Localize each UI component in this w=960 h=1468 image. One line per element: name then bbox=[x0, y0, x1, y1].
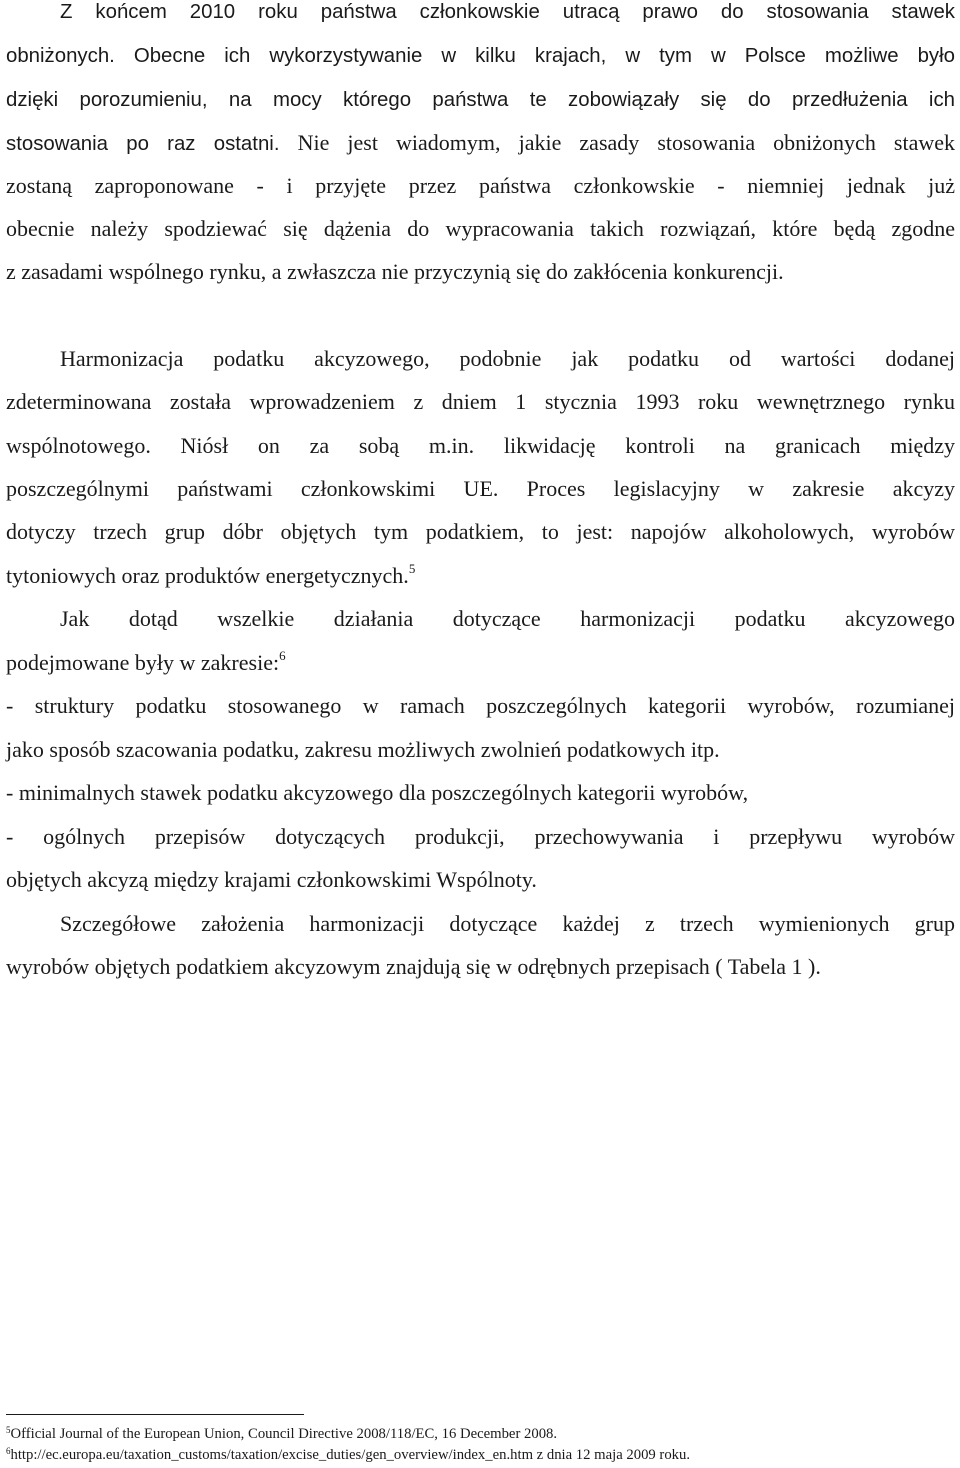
footnote-6 bbox=[6, 1446, 955, 1464]
paragraph-3-line-2-text: podejmowane były w zakresie: bbox=[6, 650, 280, 675]
list-item-3-line-2: objętych akcyzą między krajami członkowskimi Wspólnoty. bbox=[6, 867, 537, 892]
paragraph-3-line-2 bbox=[6, 648, 955, 678]
paragraph-3-line-1: Jak dotąd wszelkie działania dotyczące harmonizacji podatku akcyzowego bbox=[60, 606, 955, 631]
footnote-5-number: 5 bbox=[6, 1425, 11, 1435]
list-item-2: - minimalnych stawek podatku akcyzowego dla poszczególnych kategorii wyrobów, bbox=[6, 780, 749, 805]
paragraph-1-line-4 bbox=[6, 128, 955, 158]
paragraph-1-line-1: Z końcem 2010 roku państwa członkowskie utracą prawo do stosowania stawek bbox=[60, 1, 955, 23]
paragraph-2-line-4: poszczególnymi państwami członkowskimi UE. Proces legislacyjny w zakresie akcyzy bbox=[6, 476, 955, 501]
paragraph-1-line-4-sans: stosowania po raz ostatni. bbox=[6, 133, 280, 155]
paragraph-1-line-7: z zasadami wspólnego rynku, a zwłaszcza nie przyczynią się do zakłócenia konkurencji. bbox=[6, 259, 784, 284]
paragraph-1-line-4-serif: Nie jest wiadomym, jakie zasady stosowania obniżonych stawek bbox=[297, 130, 955, 155]
paragraph-1-line-5: zostaną zaproponowane - i przyjęte przez państwa członkowskie - niemniej jednak już bbox=[6, 173, 955, 198]
footnote-reference-5: 5 bbox=[408, 561, 416, 576]
list-item-1-line-1: - struktury podatku stosowanego w ramach poszczególnych kategorii wyrobów, rozumianej bbox=[6, 693, 955, 718]
list-item-3-line-1: - ogólnych przepisów dotyczących produkcji, przechowywania i przepływu wyrobów bbox=[6, 824, 955, 849]
footnote-6-number: 6 bbox=[6, 1446, 11, 1456]
footnote-6-text: http://ec.europa.eu/taxation_customs/taxation/excise_duties/gen_overview/index_en.htm z dnia 12 maja 2009 roku. bbox=[10, 1447, 691, 1463]
paragraph-1-line-6: obecnie należy spodziewać się dążenia do wypracowania takich rozwiązań, które będą zgodne bbox=[6, 216, 955, 241]
footnote-separator bbox=[6, 1414, 304, 1415]
footnote-5 bbox=[6, 1425, 955, 1443]
paragraph-1-line-2: obniżonych. Obecne ich wykorzystywanie w kilku krajach, w tym w Polsce możliwe było bbox=[6, 45, 955, 67]
paragraph-2-line-5: dotyczy trzech grup dóbr objętych tym podatkiem, to jest: napojów alkoholowych, wyrobów bbox=[6, 519, 955, 544]
paragraph-4-line-1: Szczegółowe założenia harmonizacji dotyczące każdej z trzech wymienionych grup bbox=[60, 911, 955, 936]
paragraph-1-line-3: dzięki porozumieniu, na mocy którego państwa te zobowiązały się do przedłużenia ich bbox=[6, 89, 955, 111]
paragraph-2-line-3: wspólnotowego. Niósł on za sobą m.in. likwidację kontroli na granicach między bbox=[6, 433, 955, 458]
footnote-5-text: Official Journal of the European Union, Council Directive 2008/118/EC, 16 December 2008. bbox=[10, 1426, 558, 1442]
paragraph-2-line-1: Harmonizacja podatku akcyzowego, podobnie jak podatku od wartości dodanej bbox=[60, 346, 955, 371]
paragraph-2-line-2: zdeterminowana została wprowadzeniem z dniem 1 stycznia 1993 roku wewnętrznego rynku bbox=[6, 389, 955, 414]
list-item-1-line-2: jako sposób szacowania podatku, zakresu możliwych zwolnień podatkowych itp. bbox=[6, 737, 720, 762]
footnote-reference-6: 6 bbox=[279, 648, 286, 663]
paragraph-2-line-6-text: tytoniowych oraz produktów energetycznych. bbox=[6, 563, 409, 588]
paragraph-4-line-2: wyrobów objętych podatkiem akcyzowym znajdują się w odrębnych przepisach ( Tabela 1 ). bbox=[6, 954, 821, 979]
paragraph-2-line-6 bbox=[6, 561, 955, 591]
